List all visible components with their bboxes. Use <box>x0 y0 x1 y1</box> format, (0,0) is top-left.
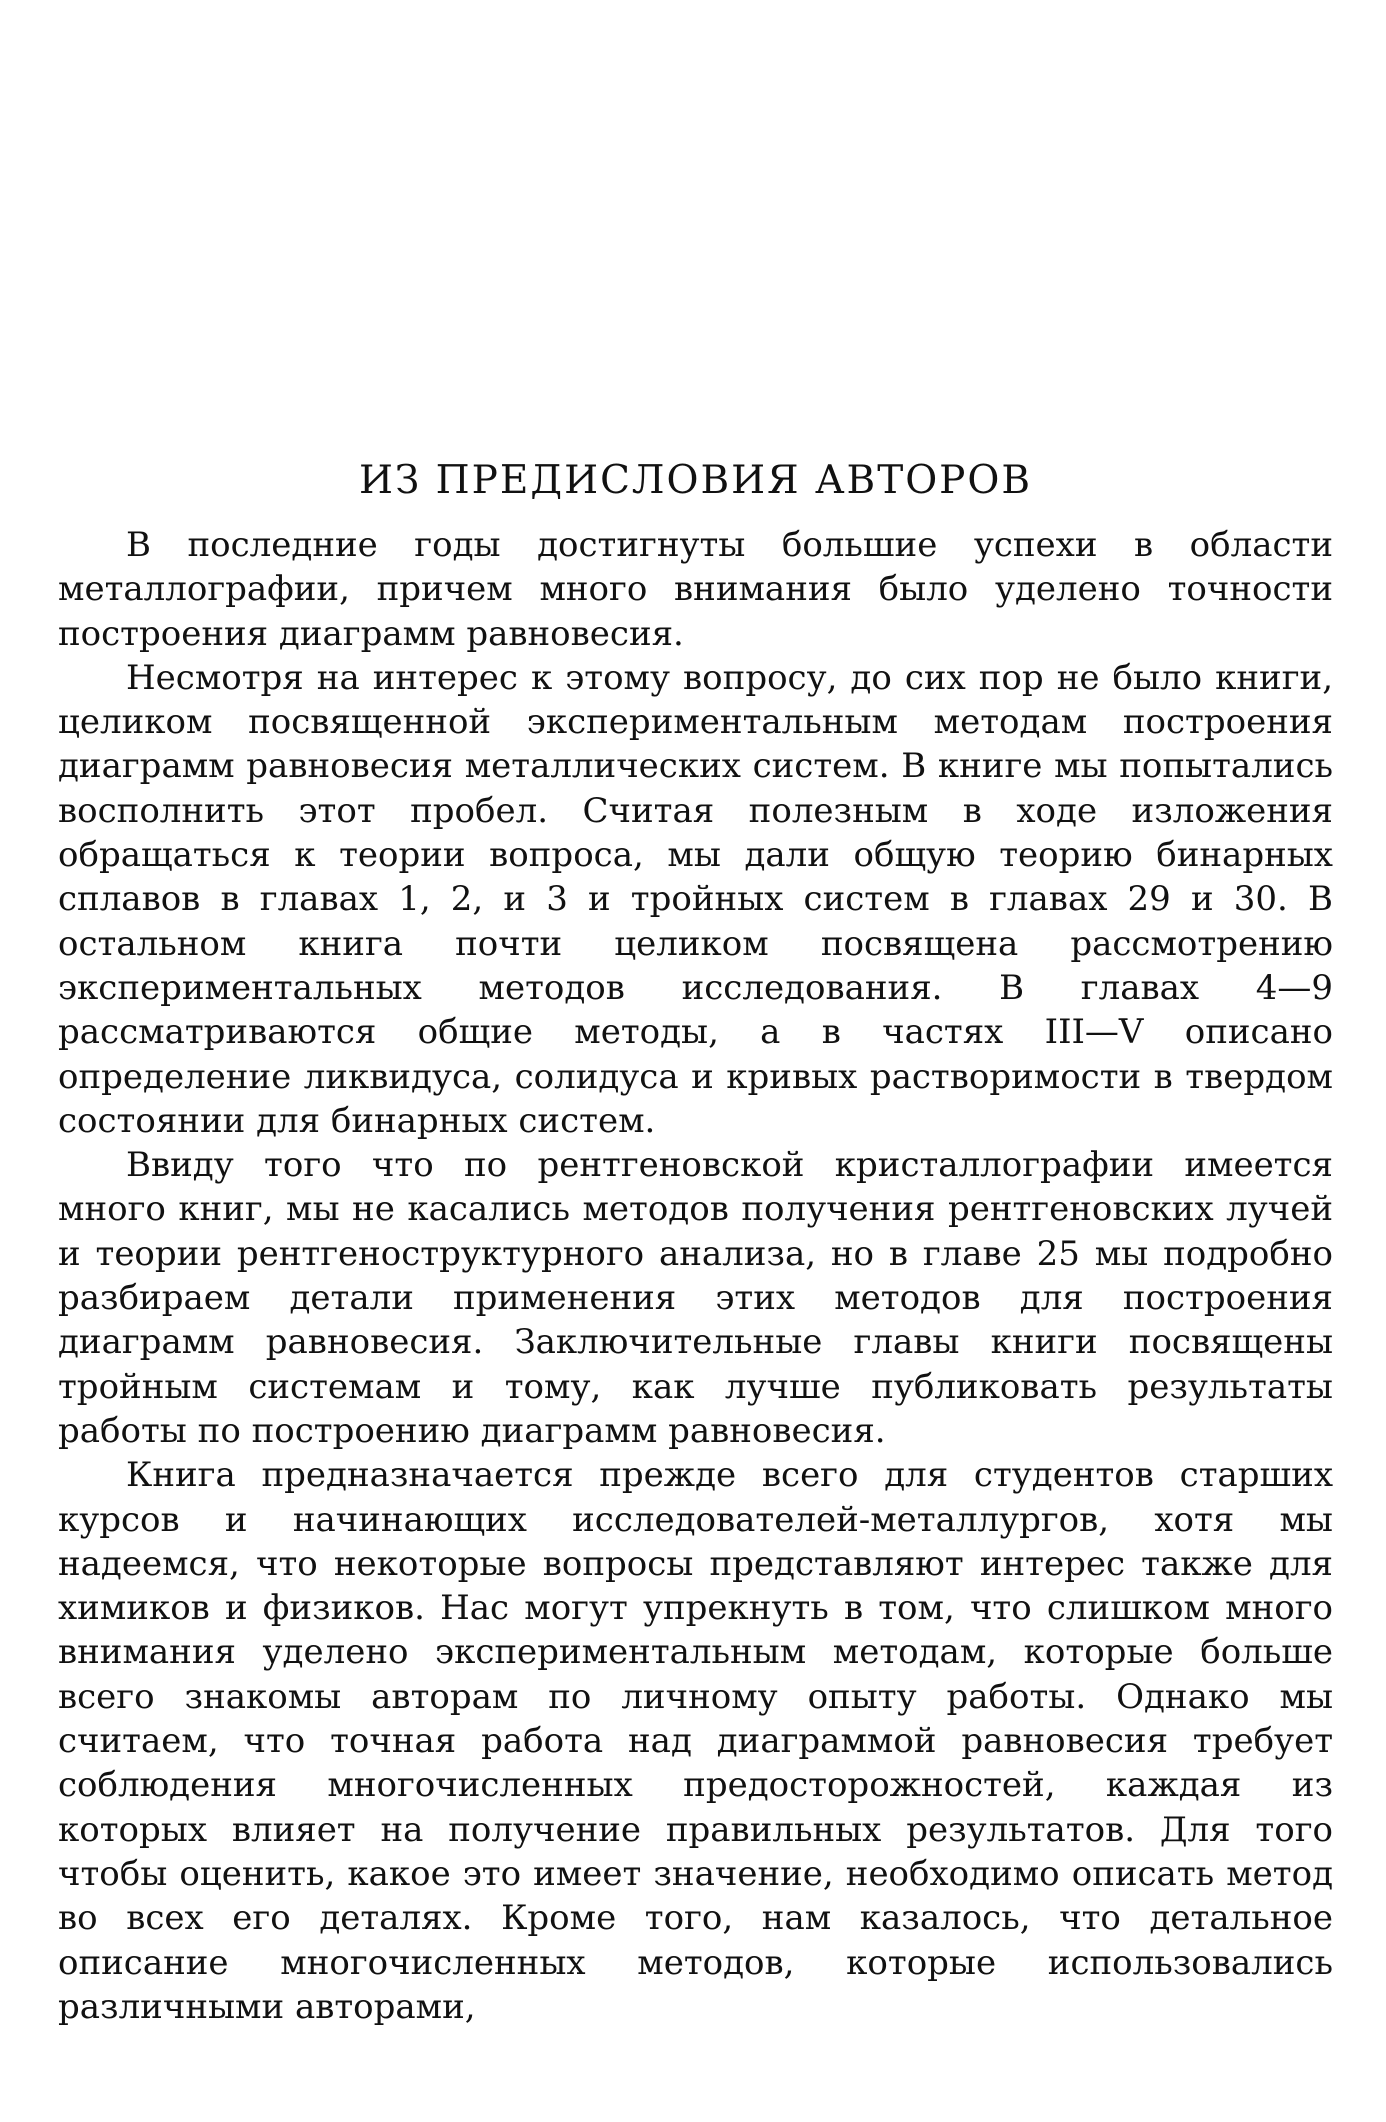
section-title: ИЗ ПРЕДИСЛОВИЯ АВТОРОВ <box>358 458 1033 503</box>
document-page <box>58 458 1333 2029</box>
paragraph-4: Книга предназначается прежде всего для студентов старших курсов и начинающих исследователей-металлургов, хотя мы надеемся, что некоторые вопросы представляют интерес также для химиков и физиков. Нас могут упрекнуть в том, что слишком много внимания уделено экспериментальным методам, которые больше всего знакомы авторам по личному опыту работы. Однако мы считаем, что точная работа над диаграммой равновесия требует соблюдения многочисленных предосторожностей, каждая из которых влияет на получение правильных результатов. Для того чтобы оценить, какое это имеет значение, необходимо описать метод во всех его деталях. Кроме того, нам казалось, что детальное описание многочисленных методов, которые использовались различными авторами, <box>58 1455 1333 2027</box>
paragraph-2: Несмотря на интерес к этому вопросу, до сих пор не было книги, целиком посвященной экспериментальным методам построения диаграмм равновесия металлических систем. В книге мы попытались восполнить этот пробел. Считая полезным в ходе изложения обращаться к теории вопроса, мы дали общую теорию бинарных сплавов в главах 1, 2, и 3 и тройных систем в главах 29 и 30. В остальном книга почти целиком посвящена рассмотрению экспериментальных методов исследования. В главах 4—9 рассматриваются общие методы, а в частях III—V описано определение ликвидуса, солидуса и кривых растворимости в твердом состоянии для бинарных систем. <box>58 657 1333 1141</box>
paragraph-3: Ввиду того что по рентгеновской кристаллографии имеется много книг, мы не касались методов получения рентгеновских лучей и теории рентгеноструктурного анализа, но в главе 25 мы подробно разбираем детали применения этих методов для построения диаграмм равновесия. Заключительные главы книги посвящены тройным системам и тому, как лучше публиковать результаты работы по построению диаграмм равновесия. <box>58 1145 1333 1451</box>
paragraph-1: В последние годы достигнуты большие успехи в области металлографии, причем много внимания было уделено точности построения диаграмм равновесия. <box>58 525 1333 654</box>
